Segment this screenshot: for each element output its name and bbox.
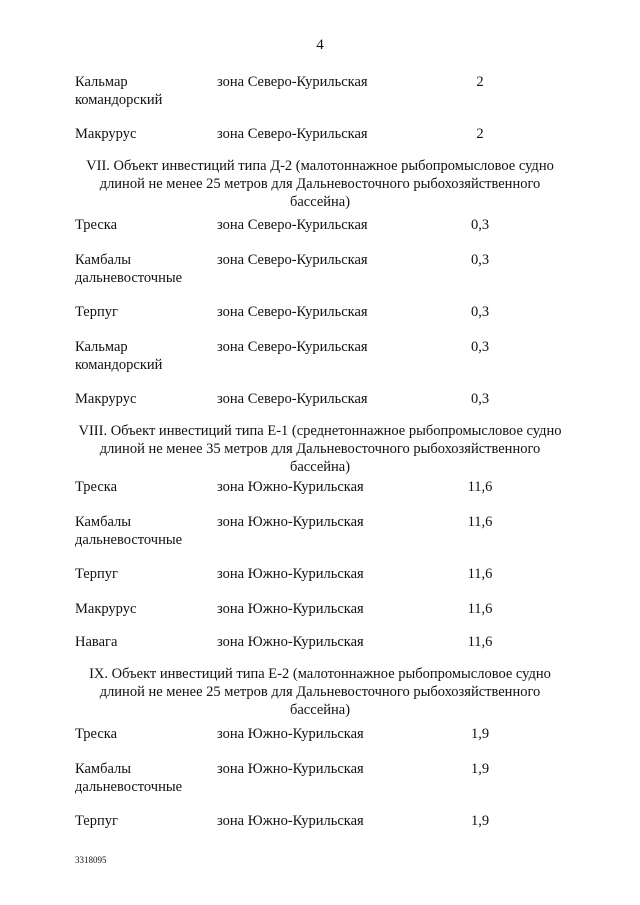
quota-cell: 0,3 — [470, 217, 490, 233]
zone-cell: зона Северо-Курильская — [217, 217, 368, 233]
quota-cell: 0,3 — [470, 304, 490, 320]
species-cell: Камбалы дальневосточные — [75, 514, 183, 548]
species-cell: Макрурус — [75, 391, 137, 407]
species-cell: Камбалы дальневосточные — [75, 761, 183, 795]
quota-cell: 11,6 — [467, 479, 493, 495]
quota-cell: 2 — [476, 126, 484, 142]
species-cell: Макрурус — [75, 126, 137, 142]
species-cell: Терпуг — [75, 813, 118, 829]
species-cell: Треска — [75, 726, 118, 742]
zone-cell: зона Северо-Курильская — [217, 126, 368, 142]
zone-cell: зона Северо-Курильская — [217, 74, 368, 90]
section-heading: VII. Объект инвестиций типа Д-2 (малотоннажное рыбопромысловое судно длиной не менее 25 метров для Дальневосточного рыбохозяйственного бассейна) — [86, 158, 554, 210]
quota-cell: 11,6 — [467, 634, 493, 650]
species-cell: Кальмар командорский — [75, 74, 163, 108]
quota-cell: 1,9 — [470, 726, 490, 742]
species-cell: Камбалы дальневосточные — [75, 252, 183, 286]
species-cell: Треска — [75, 217, 118, 233]
zone-cell: зона Северо-Курильская — [217, 391, 368, 407]
document-code: 3318095 — [75, 855, 107, 865]
zone-cell: зона Южно-Курильская — [217, 566, 364, 582]
quota-cell: 11,6 — [467, 566, 493, 582]
zone-cell: зона Южно-Курильская — [217, 514, 364, 530]
quota-cell: 1,9 — [470, 761, 490, 777]
quota-cell: 0,3 — [470, 252, 490, 268]
species-cell: Терпуг — [75, 566, 118, 582]
zone-cell: зона Северо-Курильская — [217, 339, 368, 355]
species-cell: Навага — [75, 634, 118, 650]
species-cell: Терпуг — [75, 304, 118, 320]
quota-cell: 2 — [476, 74, 484, 90]
zone-cell: зона Южно-Курильская — [217, 601, 364, 617]
zone-cell: зона Южно-Курильская — [217, 761, 364, 777]
zone-cell: зона Южно-Курильская — [217, 726, 364, 742]
zone-cell: зона Южно-Курильская — [217, 813, 364, 829]
quota-cell: 0,3 — [470, 339, 490, 355]
quota-cell: 11,6 — [467, 601, 493, 617]
section-heading: IX. Объект инвестиций типа Е-2 (малотоннажное рыбопромысловое судно длиной не менее 25 метров для Дальневосточного рыбохозяйственного бассейна) — [89, 666, 551, 718]
zone-cell: зона Северо-Курильская — [217, 304, 368, 320]
zone-cell: зона Северо-Курильская — [217, 252, 368, 268]
section-heading: VIII. Объект инвестиций типа Е-1 (среднетоннажное рыбопромысловое судно длиной не менее 35 метров для Дальневосточного рыбохозяйственного бассейна) — [78, 423, 562, 475]
species-cell: Кальмар командорский — [75, 339, 163, 373]
quota-cell: 0,3 — [470, 391, 490, 407]
page-number: 4 — [316, 37, 324, 53]
zone-cell: зона Южно-Курильская — [217, 479, 364, 495]
quota-cell: 11,6 — [467, 514, 493, 530]
species-cell: Треска — [75, 479, 118, 495]
zone-cell: зона Южно-Курильская — [217, 634, 364, 650]
quota-cell: 1,9 — [470, 813, 490, 829]
species-cell: Макрурус — [75, 601, 137, 617]
